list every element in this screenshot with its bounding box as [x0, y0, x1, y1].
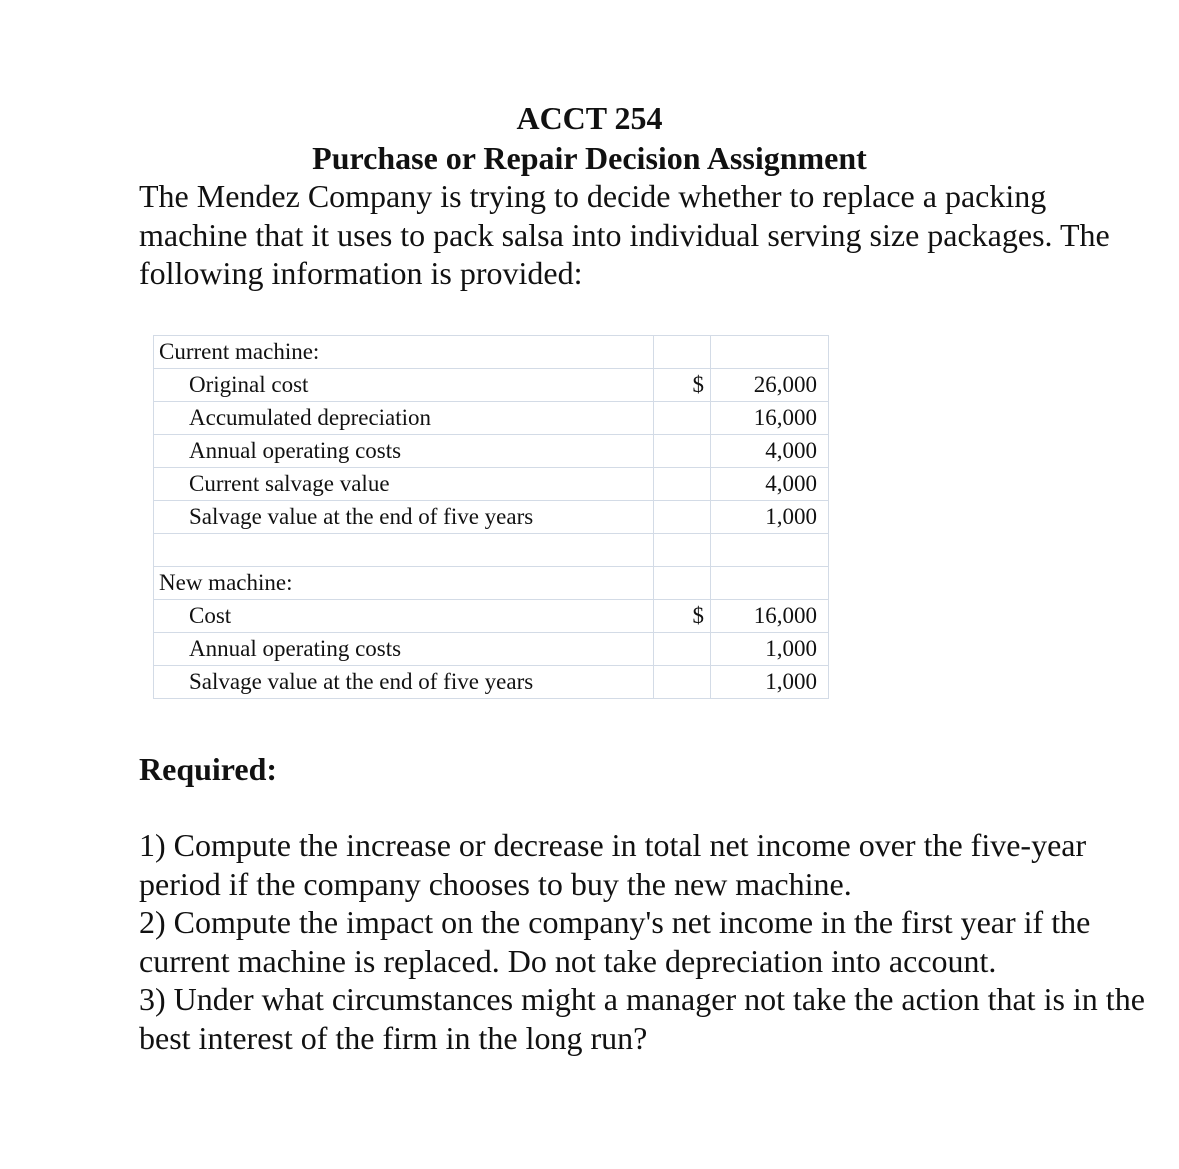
question-3: 3) Under what circumstances might a manager not take the action that is in the best interest of the firm in the long run?: [139, 981, 1145, 1056]
original-cost-label: Original cost: [154, 369, 654, 402]
empty-cell: [654, 567, 711, 600]
new-operating-costs-value: 1,000: [711, 633, 829, 666]
question-1: 1) Compute the increase or decrease in total net income over the five-year period if the company chooses to buy the new machine.: [139, 827, 1087, 902]
table-row: [154, 336, 829, 369]
new-salvage-five-years-label: Salvage value at the end of five years: [154, 666, 654, 699]
empty-cell: [711, 567, 829, 600]
table-row: [154, 567, 829, 600]
empty-cell: [654, 402, 711, 435]
empty-cell: [654, 534, 711, 567]
table-row: [154, 369, 829, 402]
table-row: [154, 501, 829, 534]
new-cost-currency: $: [654, 600, 711, 633]
intro-paragraph: The Mendez Company is trying to decide whether to replace a packing machine that it uses to pack salsa into individual serving size packages. The following information is provided:: [139, 178, 1110, 291]
new-salvage-five-years-value: 1,000: [711, 666, 829, 699]
questions-list: [139, 826, 1149, 1057]
new-cost-label: Cost: [154, 600, 654, 633]
table-row: [154, 468, 829, 501]
table-row: [154, 534, 829, 567]
empty-cell: [711, 336, 829, 369]
current-salvage-label: Current salvage value: [154, 468, 654, 501]
table-row: [154, 600, 829, 633]
current-operating-costs-label: Annual operating costs: [154, 435, 654, 468]
empty-cell: [154, 534, 654, 567]
new-machine-heading: New machine:: [154, 567, 654, 600]
empty-cell: [654, 336, 711, 369]
table-row: [154, 402, 829, 435]
table-row: [154, 666, 829, 699]
assignment-title: Purchase or Repair Decision Assignment: [312, 140, 867, 176]
machine-info-table: [153, 335, 829, 699]
question-2: 2) Compute the impact on the company's net income in the first year if the current machine is replaced. Do not take depreciation into account.: [139, 904, 1091, 979]
empty-cell: [654, 501, 711, 534]
empty-cell: [654, 633, 711, 666]
current-salvage-five-years-label: Salvage value at the end of five years: [154, 501, 654, 534]
current-salvage-five-years-value: 1,000: [711, 501, 829, 534]
accumulated-depreciation-label: Accumulated depreciation: [154, 402, 654, 435]
current-machine-heading: Current machine:: [154, 336, 654, 369]
empty-cell: [654, 468, 711, 501]
table-row: [154, 435, 829, 468]
original-cost-value: 26,000: [711, 369, 829, 402]
current-salvage-value: 4,000: [711, 468, 829, 501]
accumulated-depreciation-value: 16,000: [711, 402, 829, 435]
current-operating-costs-value: 4,000: [711, 435, 829, 468]
original-cost-currency: $: [654, 369, 711, 402]
empty-cell: [654, 435, 711, 468]
course-code: ACCT 254: [516, 100, 663, 136]
new-operating-costs-label: Annual operating costs: [154, 633, 654, 666]
required-heading: Required:: [139, 751, 278, 787]
empty-cell: [654, 666, 711, 699]
new-cost-value: 16,000: [711, 600, 829, 633]
table-row: [154, 633, 829, 666]
empty-cell: [711, 534, 829, 567]
